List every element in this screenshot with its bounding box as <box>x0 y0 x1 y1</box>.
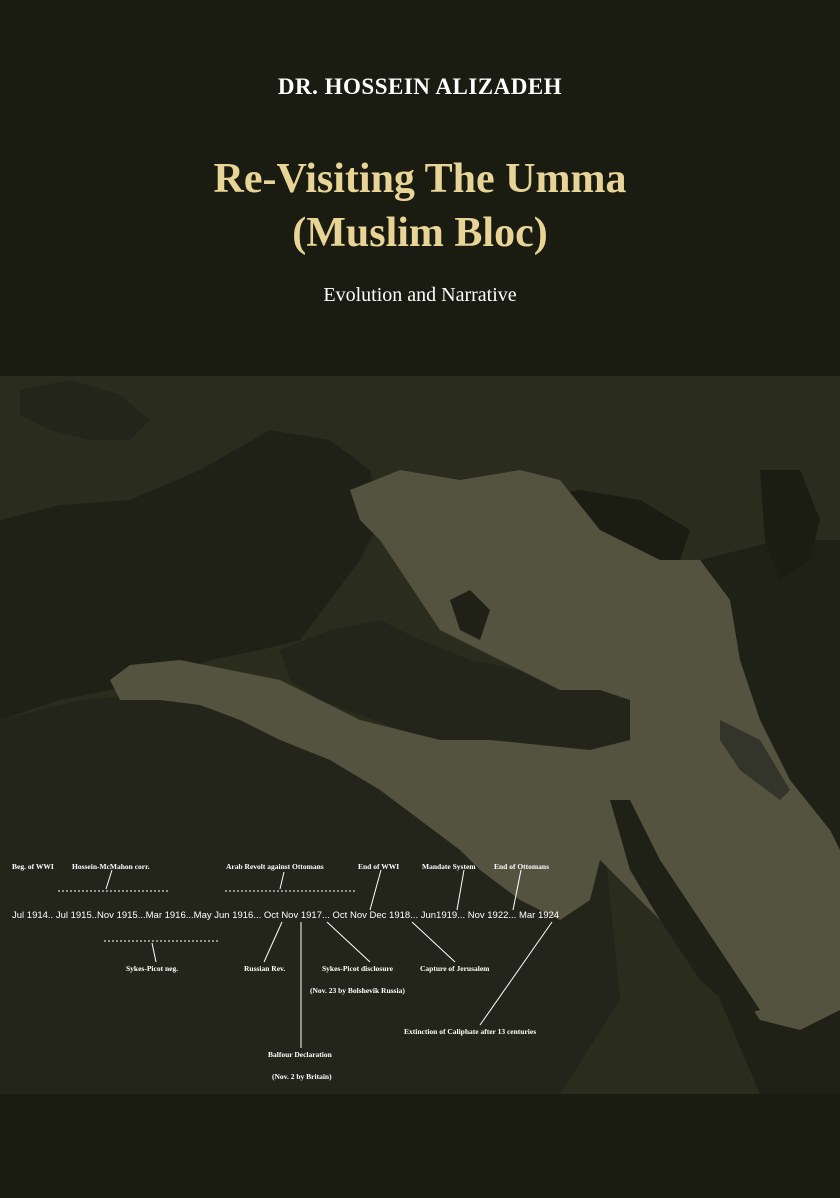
timeline-dates: Jul 1914.. Jul 1915..Nov 1915...Mar 1916...May Jun 1916... Oct Nov 1917... Oct Nov Dec 1918... Jun1919... Nov 1922... Mar 1924 <box>12 910 560 921</box>
label-arab-revolt: Arab Revolt against Ottomans <box>226 862 324 871</box>
book-subtitle: Evolution and Narrative <box>323 284 517 306</box>
author-name: DR. HOSSEIN ALIZADEH <box>277 74 563 99</box>
britain-land <box>20 380 150 440</box>
label-russian-rev: Russian Rev. <box>244 964 286 973</box>
label-sykes-disclosure-note: (Nov. 23 by Bolshevik Russia) <box>310 986 405 995</box>
map-illustration <box>0 376 840 1094</box>
label-balfour-declaration: Balfour Declaration <box>268 1050 332 1059</box>
label-end-wwi: End of WWI <box>358 862 400 871</box>
label-sykes-picot-disclosure: Sykes-Picot disclosure <box>322 964 393 973</box>
map-graphic <box>0 376 840 1094</box>
label-extinction-caliphate: Extinction of Caliphate after 13 centuries <box>404 1027 537 1036</box>
title-line-2: (Muslim Bloc) <box>292 210 548 256</box>
label-capture-jerusalem: Capture of Jerusalem <box>420 964 490 973</box>
label-balfour-note: (Nov. 2 by Britain) <box>272 1072 332 1081</box>
book-title <box>0 152 840 260</box>
label-sykes-picot-neg: Sykes-Picot neg. <box>126 964 179 973</box>
label-hussein-mcmahon: Hossein-McMahon corr. <box>72 862 150 871</box>
label-end-ottomans: End of Ottomans <box>494 862 550 871</box>
title-line-1: Re-Visiting The Umma <box>213 156 627 202</box>
label-mandate-system: Mandate System <box>422 862 476 871</box>
label-beg-wwi: Beg. of WWI <box>12 862 54 871</box>
